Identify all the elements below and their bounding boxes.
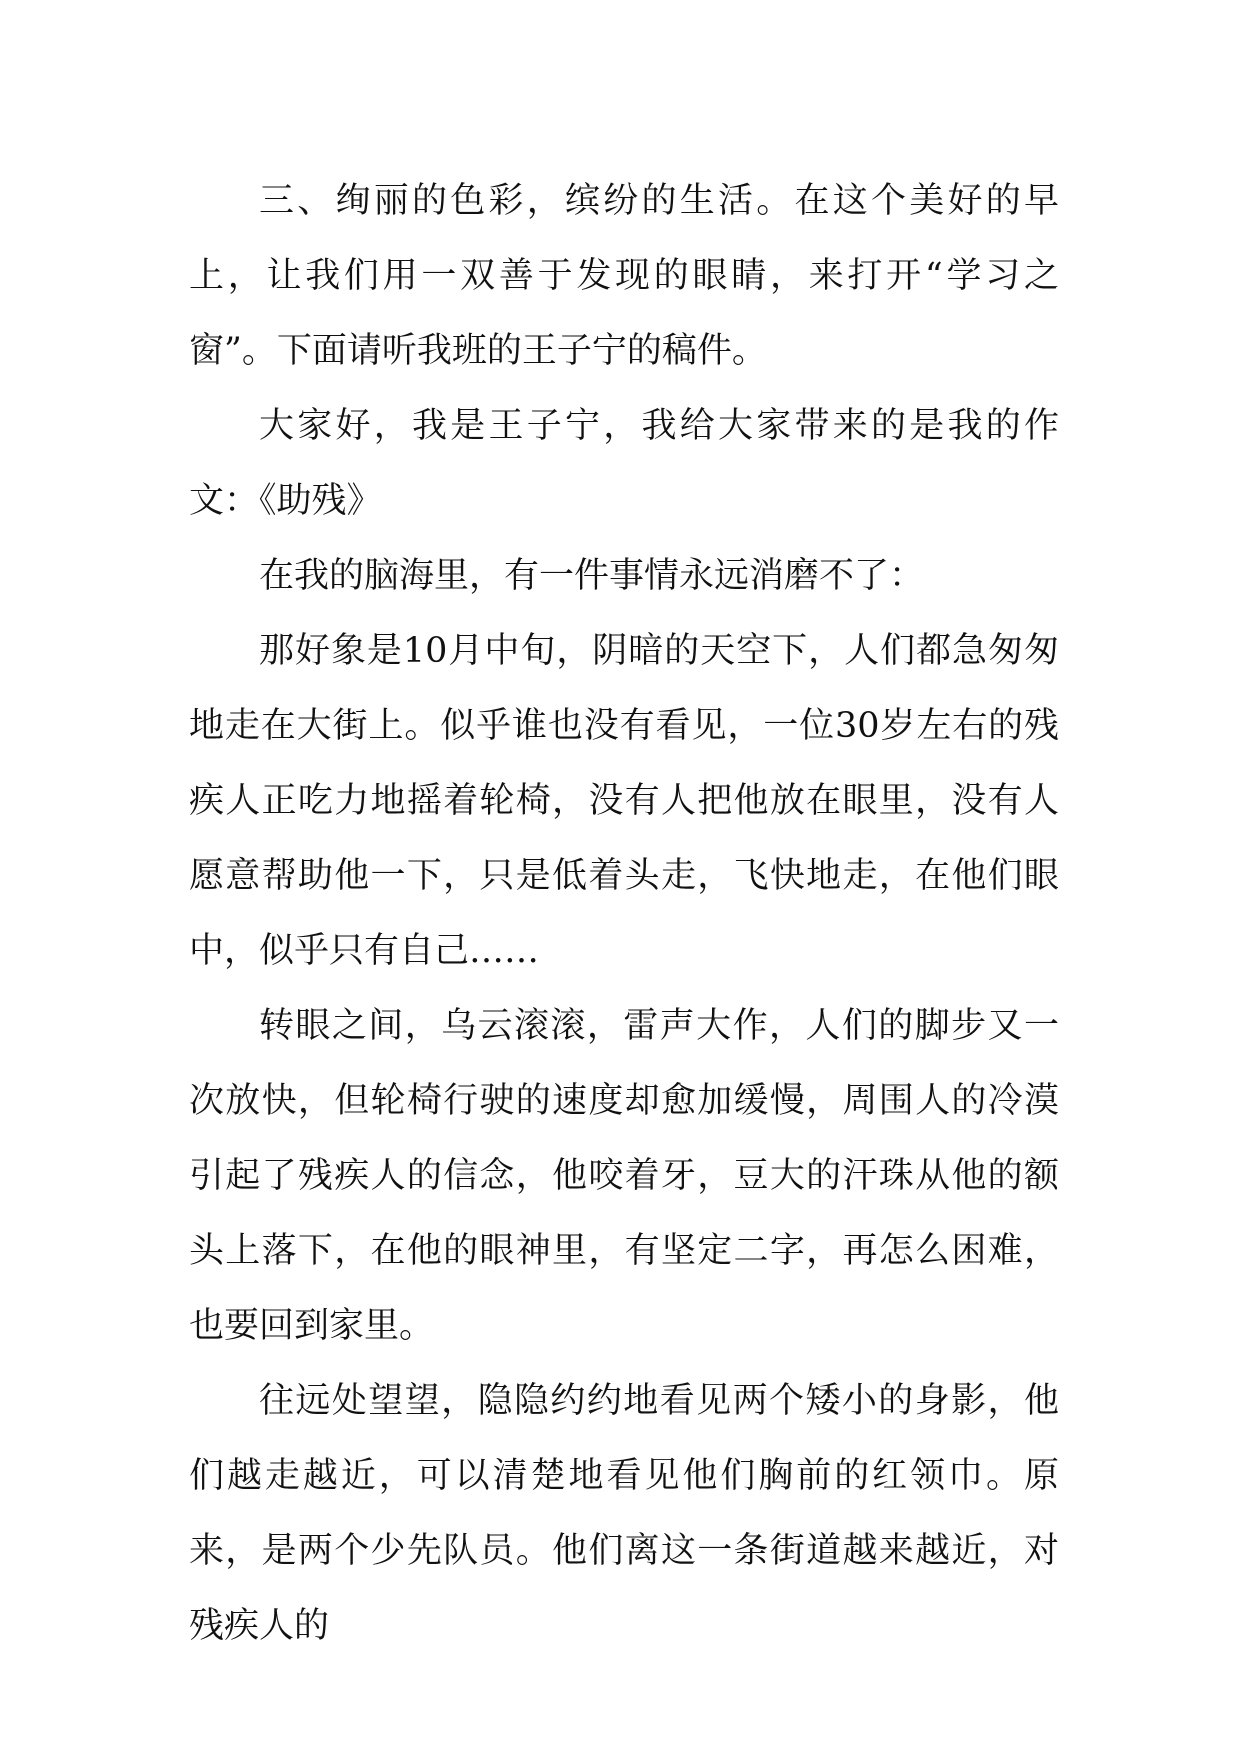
paragraph: 往远处望望，隐隐约约地看见两个矮小的身影，他们越走越近，可以清楚地看见他们胸前的红领巾。原来，是两个少先队员。他们离这一条街道越来越近，对残疾人的: [189, 1381, 1059, 1646]
document-page: [189, 164, 1059, 1664]
paragraph: 大家好，我是王子宁，我给大家带来的是我的作文：《助残》: [189, 406, 1059, 521]
paragraph: 在我的脑海里，有一件事情永远消磨不了：: [259, 556, 925, 596]
paragraph: 三、绚丽的色彩，缤纷的生活。在这个美好的早上，让我们用一双善于发现的眼睛，来打开“学习之窗”。下面请听我班的王子宁的稿件。: [189, 181, 1059, 371]
paragraph: 转眼之间，乌云滚滚，雷声大作，人们的脚步又一次放快，但轮椅行驶的速度却愈加缓慢，周围人的冷漠引起了残疾人的信念，他咬着牙，豆大的汗珠从他的额头上落下，在他的眼神里，有坚定二字，再怎么困难，也要回到家里。: [189, 1006, 1059, 1346]
paragraph: 那好象是10月中旬，阴暗的天空下，人们都急匆匆地走在大街上。似乎谁也没有看见，一位30岁左右的残疾人正吃力地摇着轮椅，没有人把他放在眼里，没有人愿意帮助他一下，只是低着头走，飞快地走，在他们眼中，似乎只有自己……: [189, 631, 1059, 971]
